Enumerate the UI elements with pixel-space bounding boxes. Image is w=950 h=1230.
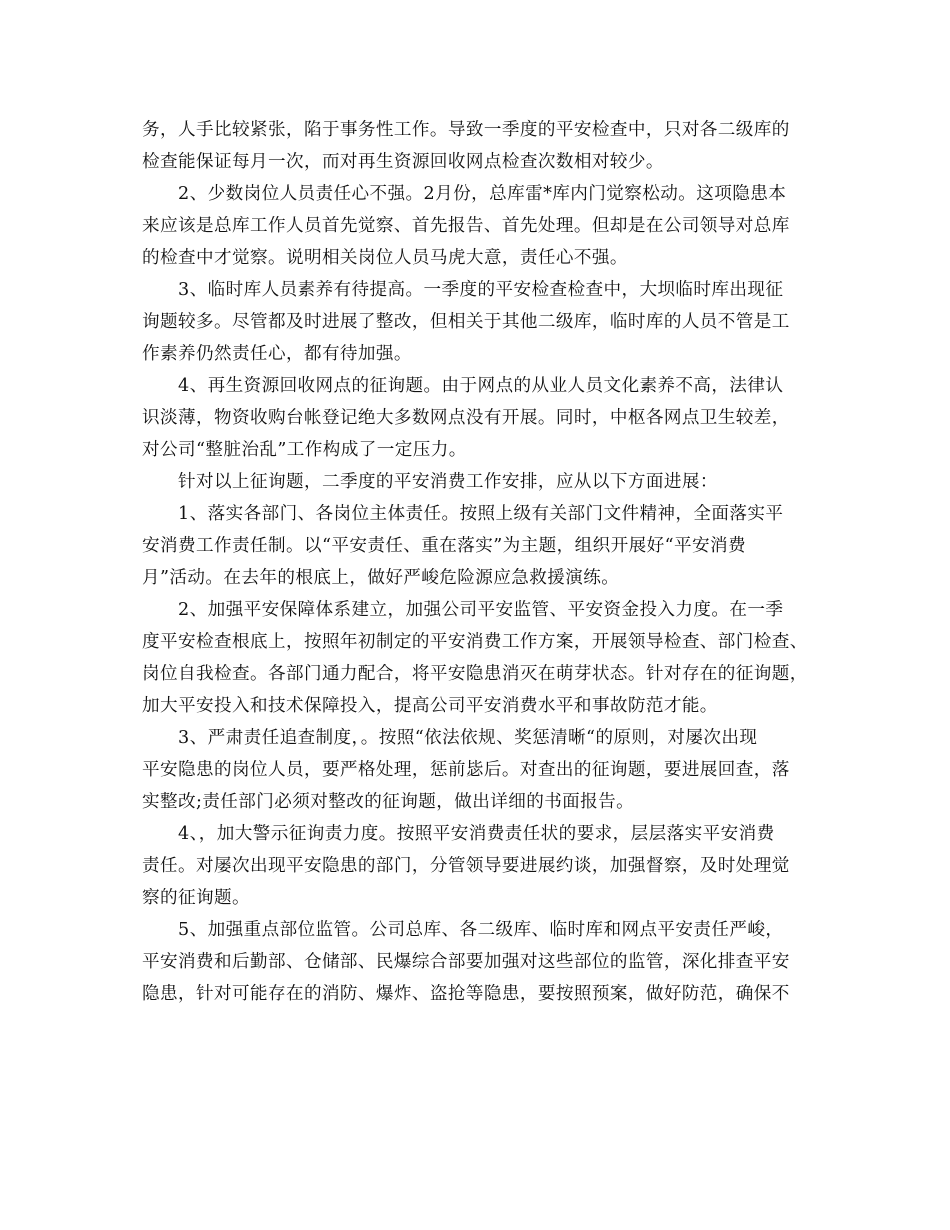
text-line: 的检查中才觉察。说明相关岗位人员马虎大意，责任心不强。 [142,248,628,268]
text-line: 4、再生资源回收网点的征询题。由于网点的从业人员文化素养不高，法律认 [178,376,784,396]
text-line: 对公司“整脏治乱”工作构成了一定压力。 [142,440,467,460]
text-line: 岗位自我检查。各部门通力配合，将平安隐患消灭在萌芽状态。针对存在的征询题， [142,664,808,684]
text-line: 隐患，针对可能存在的消防、爆炸、盗抢等隐患，要按照预案，做好防范，确保不 [142,984,790,1004]
text-line: 1、落实各部门、各岗位主体责任。按照上级有关部门文件精神，全面落实平 [178,504,784,524]
text-line: 加大平安投入和技术保障投入，提高公司平安消费水平和事故防范才能。 [142,696,718,716]
text-line: 3、严肃责任追查制度，。按照“依法依规、奖惩清晰“的原则，对屡次出现 [178,728,758,748]
text-line: 作素养仍然责任心，都有待加强。 [142,344,412,364]
text-line: 责任。对屡次出现平安隐患的部门，分管领导要进展约谈，加强督察，及时处理觉 [142,856,790,876]
text-line: 实整改;责任部门必须对整改的征询题，做出详细的书面报告。 [142,792,635,812]
text-line: 安消费工作责任制。以“平安责任、重在落实”为主题，组织开展好“平安消费 [142,536,746,556]
text-line: 2、少数岗位人员责任心不强。2月份，总库雷*库内门觉察松动。这项隐患本 [178,184,787,204]
text-line: 度平安检查根底上，按照年初制定的平安消费工作方案，开展领导检查、部门检查、 [142,632,808,652]
text-line: 识淡薄，物资收购台帐登记绝大多数网点没有开展。同时，中枢各网点卫生较差， [142,408,790,428]
text-line: 平安隐患的岗位人员，要严格处理，惩前毖后。对查出的征询题，要进展回查，落 [142,760,790,780]
text-line: 2、加强平安保障体系建立，加强公司平安监管、平安资金投入力度。在一季 [178,600,784,620]
text-line: 务，人手比较紧张，陷于事务性工作。导致一季度的平安检查中，只对各二级库的 [142,120,790,140]
text-line: 询题较多。尽管都及时进展了整改，但相关于其他二级库，临时库的人员不管是工 [142,312,790,332]
text-line: 平安消费和后勤部、仓储部、民爆综合部要加强对这些部位的监管，深化排查平安 [142,952,790,972]
text-line: 检查能保证每月一次，而对再生资源回收网点检查次数相对较少。 [142,152,664,172]
text-line: 5、加强重点部位监管。公司总库、各二级库、临时库和网点平安责任严峻， [178,920,784,940]
document-body [142,114,832,1010]
text-line: 3、临时库人员素养有待提高。一季度的平安检查检查中，大坝临时库出现征 [178,280,784,300]
text-line: 月”活动。在去年的根底上，做好严峻危险源应急救援演练。 [142,568,620,588]
text-line: 察的征询题。 [142,888,250,908]
text-line: 4、，加大警示征询责力度。按照平安消费责任状的要求，层层落实平安消费 [178,824,775,844]
text-line: 针对以上征询题，二季度的平安消费工作安排，应从以下方面进展： [178,472,718,492]
text-line: 来应该是总库工作人员首先觉察、首先报告、首先处理。但却是在公司领导对总库 [142,216,790,236]
